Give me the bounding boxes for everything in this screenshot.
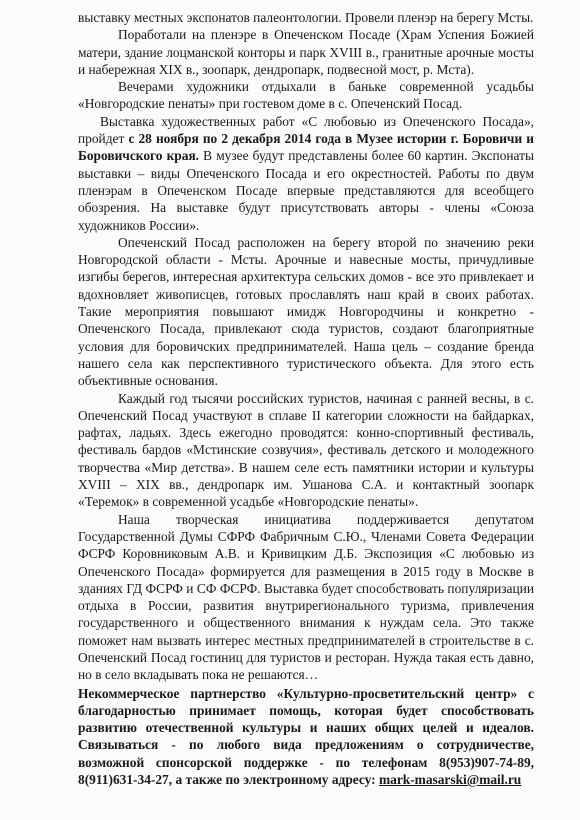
exhibition-intro-text: Выставка художественных работ «С любовью из Опеченского Посада», пройдет	[78, 113, 534, 147]
paragraph-evenings: Вечерами художники отдыхали в баньке современной усадьбы «Новгородские пенаты» при гостевом доме в с. Опеченский Посад.	[78, 79, 534, 112]
email-link[interactable]: mark-masarski@mail.ru	[378, 772, 522, 788]
exhibition-dates-text: с 28 ноября по 2 декабря 2014 года в Музее истории г. Боровичи и Боровичского края.	[78, 131, 535, 164]
paragraph-exhibition	[78, 113, 534, 234]
paragraph-paleontology: выставку местных экспонатов палеонтологии. Провели пленэр на берегу Мсты.	[78, 10, 534, 25]
paragraph-tourism: Каждый год тысячи российских туристов, начиная с ранней весны, в с. Опеченский Посад участвуют в сплаве II категории сложности на байдарках, рафтах, ладьях. Здесь ежегодно проводятся: конно-спортивный фестиваль, фестиваль бардов «Мстинские созвучия», фестиваль детского и молодежного творчества «Мир детства». В нашем селе есть памятники истории и культуры XVIII – XIX вв., дендропарк им. Ушанова С.А. и контактный зоопарк «Теремок» в современной усадьбе «Новгородские пенаты».	[78, 390, 534, 510]
paragraph-support: Наша творческая инициатива поддерживается депутатом Государственной Думы СФРФ Фабричным С.Ю., Членами Совета Федерации ФСРФ Коровниковым А.В. и Кривицким Д.Б. Экспозиция «С любовью из Опеченского Посада» формируется для размещения в 2015 году в Москве в зданиях ГД ФСРФ и СФ ФСРФ. Выставка будет способствовать популяризации отдыха в России, развития внутрирегионального туризма, привлечения государственного и общественного внимания к нуждам села. Это также поможет нам вызвать интерес местных предпринимателей в строительстве в с. Опеченский Посад гостиниц для туристов и ресторан. Нужда такая есть давно, но в село вкладывать пока не решаются…	[78, 511, 534, 683]
paragraph-location: Опеченский Посад расположен на берегу второй по значению реки Новгородской области - Мсты. Арочные и навесные мосты, причудливые изгибы берегов, интересная архитектура сельских домов - все это привлекает и вдохновляет живописцев, готовых прославлять наш край в своих работах. Такие мероприятия повышают имидж Новгородчины и конкретно - Опеченского Посада, привлекают сюда туристов, создают благоприятные условия для боровичских предпринимателей. Наша цель – создание бренда нашего села как перспективного туристического объекта. Для этого есть объективные основания.	[78, 234, 534, 389]
paragraph-plein-air: Поработали на пленэре в Опеченском Посаде (Храм Успения Божией матери, здание лоцманской конторы и парк XVIII в., гранитные арочные мосты и набережная XIX в., зоопарк, дендропарк, подвесной мост, р. Мста).	[78, 27, 534, 77]
contacts-text: Некоммерческое партнерство «Культурно-просветительский центр» с благодарностью принимает помощь, которая будет способствовать развитию отечественной культуры и наших общих целей и идеалов. Связываться - по любого вида предложениям о сотрудничестве, возможной спонсорской поддержке - по телефонам 8(953)907-74-89, 8(911)631-34-27, а также по электронному адресу:	[78, 685, 534, 788]
paragraph-contacts	[78, 685, 534, 789]
exhibition-details-text: В музее будут представлены более 60 картин. Экспонаты выставки – виды Опеченского Посада и его окрестностей. Работы по двум пленэрам в Опеченском Посаде впервые представляются для всеобщего обозрения. На выставке будут присутствовать авторы - члены «Союза художников России».	[78, 148, 534, 233]
